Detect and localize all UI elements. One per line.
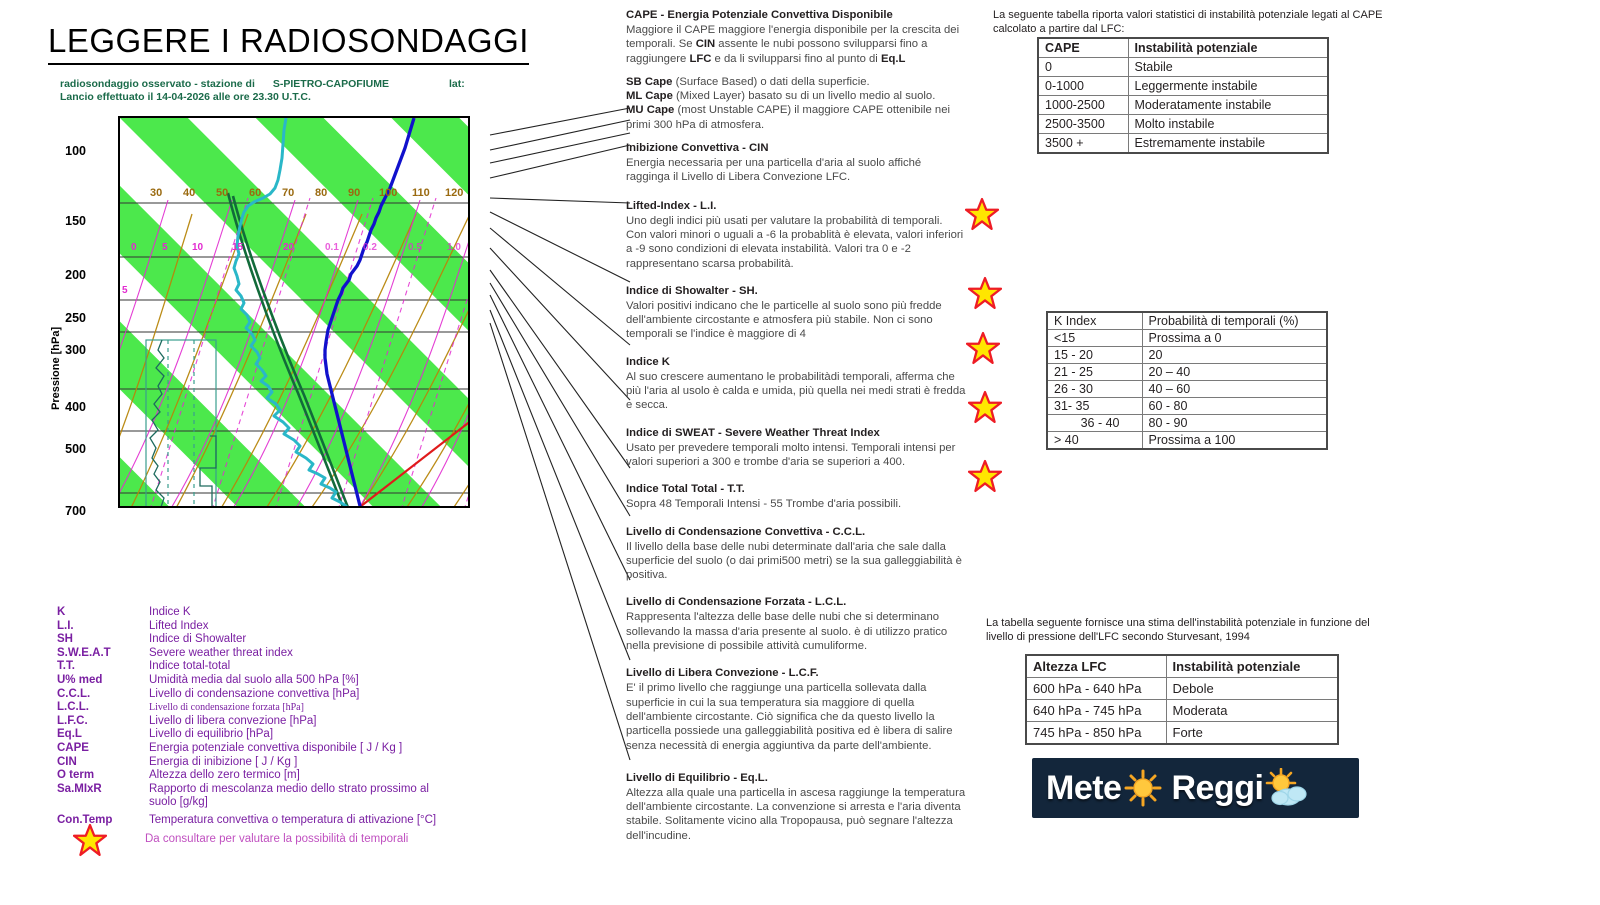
- desc-total-total: [626, 482, 966, 511]
- desc-ccl: [626, 525, 966, 583]
- star-icon-sweat: [968, 390, 1002, 424]
- index-descriptions: [626, 8, 966, 852]
- table-header-row: [1047, 312, 1327, 330]
- desc-body: SB Cape (Surface Based) o dati della superficie. ML Cape (Mixed Layer) basato su di un livello medio al suolo. MU Cape (most Unstable CAPE) il maggiore CAPE ottenibile nei primi 300 hPa di atmosfera.: [626, 75, 950, 131]
- list-item: [57, 715, 527, 729]
- page-title: LEGGERE I RADIOSONDAGGI: [48, 22, 529, 65]
- pressure-axis-label: Pressione [hPa]: [50, 326, 62, 410]
- table-row: [1038, 115, 1328, 134]
- table-row: [1047, 398, 1327, 415]
- k-probability: Prossima a 0: [1142, 330, 1327, 347]
- list-item: [57, 783, 527, 810]
- table-header-row: [1026, 655, 1338, 678]
- desc-body: Al suo crescere aumentano le probabilitàdi temporali, afferma che più l'aria al usolo è calda e umida, più quella nei medi strati è fredda e secca.: [626, 370, 966, 412]
- mixing-ratio-0: 0: [131, 242, 137, 253]
- k-probability: 20: [1142, 347, 1327, 364]
- pressure-tick-700: 700: [65, 504, 86, 518]
- logo-text-part1: Mete: [1046, 768, 1122, 807]
- k-range: 21 - 25: [1047, 364, 1142, 381]
- mixing-ratio-left-5: 5: [122, 285, 128, 296]
- sounding-station-name: S-PIETRO-CAPOFIUME: [272, 78, 389, 90]
- desc-body: Usato per prevedere temporali molto intensi. Temporali intensi per valori superiori a 300 e trombe d'aria se superiori a 400.: [626, 441, 956, 468]
- list-item: [57, 660, 527, 674]
- pressure-tick-250: 250: [65, 311, 86, 325]
- desc-body: Altezza alla quale una particella in ascesa raggiunge la temperatura dell'ambiente circostante. La convenzione si arresta e l'aria diventa stabile. Solitamente vicino alla Tropopausa, può segnare l'altezza dell'incudine.: [626, 786, 966, 842]
- list-item: [57, 814, 527, 828]
- top-scale-80: 80: [315, 187, 328, 199]
- legend-value: Severe weather threat index: [149, 646, 293, 659]
- top-scale-30: 30: [150, 187, 163, 199]
- top-scale-110: 110: [412, 187, 430, 199]
- list-item: [57, 728, 527, 742]
- table-header-row: [1038, 38, 1328, 58]
- desc-eql: [626, 771, 966, 843]
- table-row: [1038, 134, 1328, 154]
- desc-lcl: [626, 595, 966, 653]
- mixing-ratio-5: 5: [162, 242, 168, 253]
- legend-value: Livello di condensazione convettiva [hPa]: [149, 687, 360, 700]
- list-item: [57, 620, 527, 634]
- desc-heading: Livello di Condensazione Convettiva - C.C.L.: [626, 525, 866, 538]
- top-scale-70: 70: [282, 187, 295, 199]
- meteo-reggio-logo: [1032, 758, 1359, 818]
- table-row: [1026, 722, 1338, 745]
- lfc-instability: Forte: [1166, 722, 1338, 745]
- legend-key: K: [57, 606, 66, 618]
- star-icon-legend-note: [73, 823, 107, 857]
- sounding-chart-panel: [50, 78, 500, 518]
- sounding-header-line2: Lancio effettuato il 14-04-2026 alle ore 23.30 U.T.C.: [60, 90, 311, 103]
- sounding-header-line1a: radiosondaggio osservato - stazione di: [60, 78, 255, 90]
- desc-cin: [626, 141, 966, 185]
- k-probability: 60 - 80: [1142, 398, 1327, 415]
- legend-value: Livello di condensazione forzata [hPa]: [149, 702, 304, 714]
- top-scale-50: 50: [216, 187, 229, 199]
- list-item: [57, 647, 527, 661]
- cape-value: 3500 +: [1038, 134, 1128, 154]
- desc-body: Il livello della base delle nubi determinate dall'aria che sale dalla superficie del suolo (o dai primi500 metri) se la sua galleggiabilità è positiva.: [626, 540, 962, 582]
- desc-body: Valori positivi indicano che le particelle al suolo sono più fredde dell'ambiente circostante e atmosfera più stabile. Non ci sono temporali se l'indice è maggiore di 4: [626, 299, 942, 341]
- legend-value: Livello di equilibrio [hPa]: [149, 728, 274, 741]
- desc-body: Maggiore il CAPE maggiore l'energia disponibile per la crescita dei temporali. Se CIN assente le nubi possono svilupparsi fino a raggiungere LFC e da li svilupparsi fino al punto di Eq.L: [626, 24, 960, 65]
- lfc-height-col-header: Altezza LFC: [1026, 655, 1166, 678]
- desc-heading: Indice di Showalter - SH.: [626, 284, 758, 297]
- lfc-range: 745 hPa - 850 hPa: [1026, 722, 1166, 745]
- top-scale-120: 120: [445, 187, 464, 199]
- k-probability: 20 – 40: [1142, 364, 1327, 381]
- lfc-instability-col-header: Instabilità potenziale: [1166, 655, 1338, 678]
- legend-value: Altezza dello zero termico [m]: [149, 769, 300, 782]
- cape-instability: Moderatamente instabile: [1128, 96, 1328, 115]
- k-range: <15: [1047, 330, 1142, 347]
- list-item: [57, 606, 527, 620]
- legend-value: Umidità media dal suolo alla 500 hPa [%]: [149, 673, 359, 686]
- legend-key: Con.Temp: [57, 813, 113, 826]
- legend-key: SH: [57, 633, 73, 646]
- sun-icon: [1123, 768, 1163, 808]
- cape-value: 1000-2500: [1038, 96, 1128, 115]
- legend-key: C.C.L.: [57, 687, 91, 700]
- k-probability: 40 – 60: [1142, 381, 1327, 398]
- top-scale-60: 60: [249, 187, 262, 199]
- cape-value: 0: [1038, 58, 1128, 77]
- cape-value: 0-1000: [1038, 77, 1128, 96]
- legend-value: Indice total-total: [149, 660, 231, 673]
- k-probability: 80 - 90: [1142, 415, 1327, 432]
- instability-col-header: Instabilità potenziale: [1128, 38, 1328, 58]
- list-item: [57, 674, 527, 688]
- table-row: [1026, 700, 1338, 722]
- legend-star-note: Da consultare per valutare la possibilità di temporali: [145, 833, 409, 845]
- desc-heading: Lifted-Index - L.I.: [626, 199, 717, 212]
- abbreviation-legend: [57, 606, 527, 828]
- list-item: [57, 756, 527, 770]
- legend-key: L.F.C.: [57, 714, 88, 727]
- top-scale-40: 40: [183, 187, 196, 199]
- legend-key: U% med: [57, 673, 103, 686]
- desc-heading: CAPE - Energia Potenziale Convettiva Disponibile: [626, 9, 893, 21]
- star-icon-lifted-index: [965, 197, 999, 231]
- star-icon-showalter: [968, 276, 1002, 310]
- desc-heading: Livello di Condensazione Forzata - L.C.L.: [626, 596, 847, 609]
- desc-body: Energia necessaria per una particella d'aria al suolo affiché ragginga il Livello di Libera Convezione LFC.: [626, 157, 922, 184]
- sounding-header: [60, 78, 500, 103]
- cape-instability: Stabile: [1128, 58, 1328, 77]
- desc-body: E' il primo livello che raggiunge una particella sollevata dalla superficie in cui la sua temperatura sia maggiore di quella dell'ambiente circostante. Ciò significa che da questo livello la particella possiede una galleggiabilità positiva ed è libera di salire senza necessità di energia aggiuntiva da parte dell'ambiente.: [626, 682, 953, 752]
- skewt-chart: [50, 110, 500, 520]
- k-range: > 40: [1047, 432, 1142, 450]
- lfc-instability: Moderata: [1166, 700, 1338, 722]
- legend-key: L.I.: [57, 619, 74, 632]
- table-row: [1047, 364, 1327, 381]
- skewt-plot-area: [118, 116, 470, 508]
- lfc-range: 600 hPa - 640 hPa: [1026, 678, 1166, 700]
- list-item: [57, 701, 527, 715]
- cape-instability: Molto instabile: [1128, 115, 1328, 134]
- legend-key: CAPE: [57, 741, 89, 754]
- k-range: 36 - 40: [1047, 415, 1142, 432]
- cape-instability-table: [1037, 37, 1329, 154]
- desc-cape: [626, 8, 966, 66]
- mixing-ratio-20: 20: [283, 242, 295, 253]
- desc-heading: Inibizione Convettiva - CIN: [626, 142, 769, 155]
- k-range: 15 - 20: [1047, 347, 1142, 364]
- mixing-ratio-0-2: 0.2: [363, 242, 377, 253]
- logo-text-part2: Reggi: [1171, 768, 1264, 807]
- list-item: [57, 742, 527, 756]
- sounding-lat-label: lat:: [448, 78, 465, 90]
- k-index-table: [1046, 311, 1328, 450]
- mixing-ratio-0-5: 0.5: [408, 242, 422, 253]
- legend-value: Rapporto di mescolanza medio dello strato prossimo al suolo [g/kg]: [149, 782, 429, 809]
- legend-value: Indice K: [149, 606, 191, 618]
- table-row: [1038, 58, 1328, 77]
- legend-value: Lifted Index: [149, 619, 209, 632]
- mixing-ratio-15: 15: [232, 242, 244, 253]
- table-row: [1047, 432, 1327, 450]
- lfc-table-note: La tabella seguente fornisce una stima dell'instabilità potenziale in funzione del livello di pressione dell'LFC secondo Sturvesant, 1994: [986, 617, 1370, 643]
- table-row: [1047, 347, 1327, 364]
- desc-body: Sopra 48 Temporali Intensi - 55 Trombe d'aria possibili.: [626, 498, 902, 511]
- desc-cape-types: [626, 75, 966, 132]
- pressure-tick-300: 300: [65, 343, 86, 357]
- cape-instability: Estremamente instabile: [1128, 134, 1328, 154]
- desc-indice-k: [626, 355, 966, 413]
- legend-key: CIN: [57, 755, 77, 768]
- table-row: [1047, 415, 1327, 432]
- k-probability: Prossima a 100: [1142, 432, 1327, 450]
- cape-table-note: La seguente tabella riporta valori statistici di instabilità potenziale legati al CAPE calcolato a partire dal LFC:: [993, 9, 1383, 35]
- table-row: [1038, 77, 1328, 96]
- desc-heading: Livello di Libera Convezione - L.C.F.: [626, 667, 819, 680]
- desc-body: Uno degli indici più usati per valutare la probabilità di temporali. Con valori minori o uguali a -6 la probablità è elevata, valori inferiori a -9 sono condizioni di elevata instabilità. Valori tra 0 e -2 rappresentano scarsa probabilità.: [626, 214, 964, 270]
- star-icon-indice-k: [966, 331, 1000, 365]
- legend-value: Energia potenziale convettiva disponibile [ J / Kg ]: [149, 741, 403, 754]
- logo-text: [1046, 768, 1310, 808]
- k-range: 26 - 30: [1047, 381, 1142, 398]
- mixing-ratio-1-0: 1.0: [447, 242, 461, 253]
- legend-value: Indice di Showalter: [149, 633, 247, 646]
- pressure-tick-400: 400: [65, 400, 86, 414]
- legend-key: Sa.MIxR: [57, 782, 102, 795]
- desc-heading: Indice K: [626, 355, 670, 368]
- desc-heading: Indice Total Total - T.T.: [626, 483, 745, 496]
- sun-cloud-icon: [1264, 768, 1310, 808]
- k-probability-col-header: Probabilità di temporali (%): [1142, 312, 1327, 330]
- star-icon-total-total: [968, 459, 1002, 493]
- table-row: [1026, 678, 1338, 700]
- legend-key: O term: [57, 769, 95, 782]
- lfc-instability: Debole: [1166, 678, 1338, 700]
- legend-value: Energia di inibizione [ J / Kg ]: [149, 755, 298, 768]
- lfc-instability-table: [1025, 654, 1339, 745]
- table-row: [1047, 330, 1327, 347]
- pressure-tick-200: 200: [65, 268, 86, 282]
- table-row: [1047, 381, 1327, 398]
- top-scale-100: 100: [379, 187, 398, 199]
- cape-col-header: CAPE: [1038, 38, 1128, 58]
- list-item: [57, 769, 527, 783]
- cape-value: 2500-3500: [1038, 115, 1128, 134]
- top-scale-90: 90: [348, 187, 361, 199]
- desc-sweat: [626, 426, 966, 470]
- skewt-svg: [120, 118, 470, 508]
- pressure-tick-500: 500: [65, 442, 86, 456]
- pressure-tick-150: 150: [65, 214, 86, 228]
- pressure-tick-100: 100: [65, 144, 86, 158]
- k-range: 31- 35: [1047, 398, 1142, 415]
- desc-heading: Indice di SWEAT - Severe Weather Threat Index: [626, 426, 880, 439]
- legend-value: Temperatura convettiva o temperatura di attivazione [°C]: [149, 813, 437, 826]
- mixing-ratio-10: 10: [192, 242, 204, 253]
- legend-key: L.C.L.: [57, 701, 89, 714]
- list-item: [57, 688, 527, 702]
- desc-lcf: [626, 666, 966, 752]
- desc-showalter: [626, 284, 966, 342]
- table-row: [1038, 96, 1328, 115]
- desc-body: Rappresenta l'altezza delle base delle nubi che si determinano sollevando la massa d'aria presente al suolo. è di utilizzo pratico nella previsione di possibile attività cumuliforme.: [626, 611, 948, 653]
- legend-key: S.W.E.A.T: [57, 646, 111, 659]
- cape-instability: Leggermente instabile: [1128, 77, 1328, 96]
- desc-heading: Livello di Equilibrio - Eq.L.: [626, 771, 768, 784]
- legend-key: Eq.L: [57, 728, 82, 741]
- desc-lifted-index: [626, 199, 966, 271]
- list-item: [57, 633, 527, 647]
- legend-value: Livello di libera convezione [hPa]: [149, 714, 317, 727]
- k-index-col-header: K Index: [1047, 312, 1142, 330]
- mixing-ratio-0-1: 0.1: [325, 242, 339, 253]
- lfc-range: 640 hPa - 745 hPa: [1026, 700, 1166, 722]
- legend-key: T.T.: [57, 660, 75, 673]
